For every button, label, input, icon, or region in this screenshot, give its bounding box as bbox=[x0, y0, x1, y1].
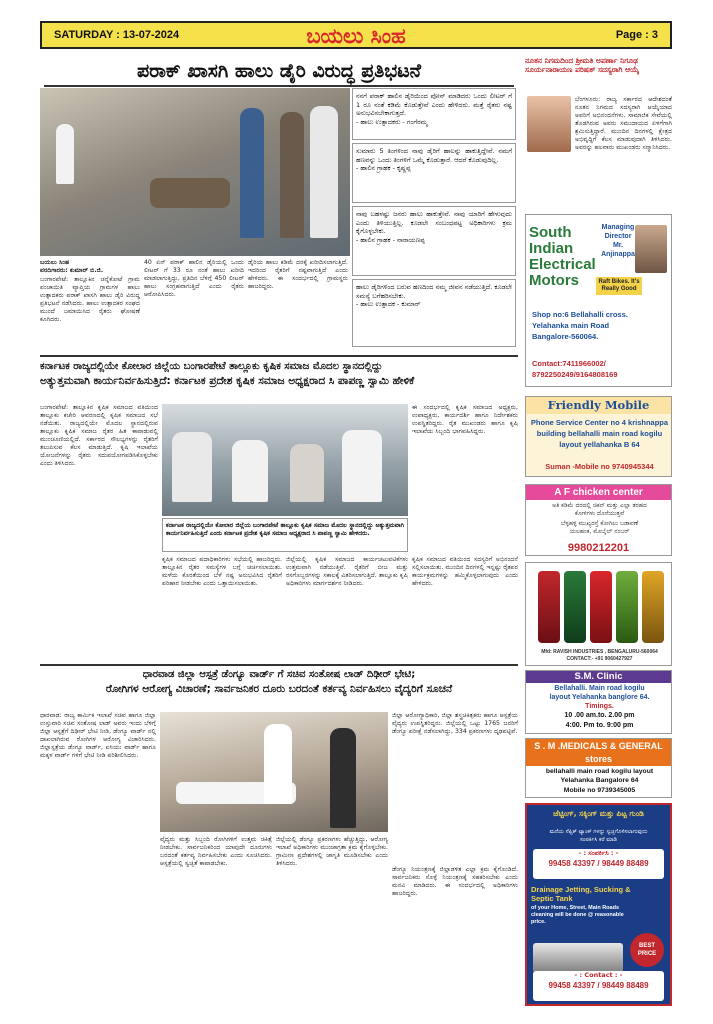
story1-quote-2: ಸುಮಾರು 5 ತಿಂಗಳಿಂದ ನಾವು ಡೈರಿಗೆ ಹಾಲನ್ನು ಹಾಕುತ್ತಿದ್ದೇವೆ. ನಮಗೆ ಹಣವನ್ನು ಒಂದು ತಿಂಗಳಿಗೆ ಒಮ್ಮೆ ಕೊಡುತ್ತಾರೆ. ಆದರೆ ಕೊಡುವುದಿಲ್ಲ. - ಹಾಲಿನ ಗ್ರಾಹಕ - ಕೃಷ್ಣಪ್ಪ bbox=[352, 143, 516, 203]
ad-af-line: ಅತಿ ಕಡಿಮೆ ದರದಲ್ಲಿ ಚಿಕನ್ ಮತ್ತು ಎಲ್ಲಾ ತರಹದ bbox=[552, 502, 647, 509]
ad-sm-title: S.M. Clinic bbox=[526, 671, 671, 683]
product-bottle-icon bbox=[642, 571, 664, 643]
story2-col-1: ಬಂಗಾರಪೇಟೆ: ತಾಲ್ಲೂಕಿನ ಕೃಷಿಕ ಸಮಾಜದ ವತಿಯಿಂದ ತಾಲ್ಲೂಕು ಕಚೇರಿ ಆವರಣದಲ್ಲಿ ಕೃಷಿಕ ಸಮಾಜದ ಸಭೆ ನಡೆಯಿತು. ರಾಜ್ಯದಲ್ಲಿಯೇ ಮೊದಲ ಸ್ಥಾನದಲ್ಲಿರುವ ತಾಲ್ಲೂಕು ಕೃಷಿಕ ಸಮಾಜ ರೈತರ ಹಿತ ಕಾಪಾಡುವಲ್ಲಿ ಮುಂಚೂಣಿಯಲ್ಲಿದೆ. ಸರ್ಕಾರದ ಸೌಲಭ್ಯಗಳನ್ನು ರೈತರಿಗೆ ತಲುಪಿಸುವ ಕೆಲಸ ಮಾಡುತ್ತಿದೆ. ಕೃಷಿ ಇಲಾಖೆಯ ಯೋಜನೆಗಳನ್ನು ರೈತರು ಸದುಪಯೋಗಪಡಿಸಿಕೊಳ್ಳಬೇಕು ಎಂದು ತಿಳಿಸಿದರು. bbox=[40, 404, 158, 467]
story2-kicker: ಕರ್ನಾಟಕ ರಾಜ್ಯದಲ್ಲಿಯೇ ಕೋಲಾರ ಜಿಲ್ಲೆಯ ಬಂಗಾರಪೇಟೆ ತಾಲ್ಲೂಕು ಕೃಷಿಕ ಸಮಾಜ ಮೊದಲ ಸ್ಥಾನದಲ್ಲಿದ್ದು bbox=[40, 361, 383, 372]
side-story-title: ನೂತನ ನಿಗಮದಿಂದ ಶ್ರೀಮತಿ ಅಪರ್ಣಾ ನಿಗೂಢ ಸೂರ್ಯನಾರಾಯಣ ಪರಿಷತ್ ಸದಸ್ಯರಾಗಿ ಆಯ್ಕೆ bbox=[525, 56, 640, 74]
ad-af-chicken[interactable] bbox=[525, 484, 672, 556]
product-bottle-icon bbox=[616, 571, 638, 643]
story2-col-4: ಈ ಸಂದರ್ಭದಲ್ಲಿ ಕೃಷಿಕ ಸಮಾಜದ ಅಧ್ಯಕ್ಷರು, ಉಪಾಧ್ಯಕ್ಷರು, ಕಾರ್ಯದರ್ಶಿ ಹಾಗೂ ನಿರ್ದೇಶಕರು ಉಪಸ್ಥಿತರಿದ್ದರು. ರೈತ ಮುಖಂಡರು ಹಾಗೂ ಕೃಷಿ ಇಲಾಖೆಯ ಸಿಬ್ಬಂದಿ ಭಾಗವಹಿಸಿದ್ದರು. bbox=[412, 404, 518, 435]
story1-quote-1: ನನಗೆ ಪರಾಕ್ ಹಾಲಿನ ಡೈರಿಯಿಂದ ಪೋನ್ ಮಾಡಿದರು ಒಂದು ಲೀಟರ್ ಗೆ 1 ರೂ ನಂತೆ ಕಡಿಮೆ ಕೊಡುತ್ತೇವೆ ಎಂದು ಹೇಳಿದರು. ಮತ್ತೆ ರೈತರು ನಷ್ಟ ಅನುಭವಿಸಬೇಕಾಗುತ್ತದೆ. - ಹಾಲು ಉತ್ಪಾದಕರು - ಗಂಗೆರಮ್ಮ bbox=[352, 88, 516, 140]
ad-sie-title: South Indian Electrical Motors bbox=[529, 224, 596, 289]
story3-col-5: ಡೆಂಗ್ಯೂ ನಿಯಂತ್ರಣಕ್ಕೆ ಜಿಲ್ಲಾಡಳಿತ ಎಲ್ಲಾ ಕ್ರಮ ಕೈಗೊಂಡಿದೆ. ಸಾರ್ವಜನಿಕರು ಸೊಳ್ಳೆ ನಿಯಂತ್ರಣಕ್ಕೆ ಸಹಕರಿಸಬೇಕು ಎಂದು ಮನವಿ ಮಾಡಿದರು. ಈ ಸಂದರ್ಭದಲ್ಲಿ ಅಧಿಕಾರಿಗಳು ಹಾಜರಿದ್ದರು. bbox=[392, 866, 518, 897]
ad-sie-address: Shop no:6 Bellahalli cross. Yelahanka main Road Bangalore-560064. bbox=[532, 310, 628, 341]
ad-ravish-footer: Mfd: RAVISH INDUSTRIES , BENGALURU-560064 CONTACT:- +91 9060427927 bbox=[541, 649, 658, 662]
ad-af-line: ಬೆಳ್ಳಹಳ್ಳಿ ಮುಖ್ಯರಸ್ತೆ ಕೋಗಿಲು ಬಡಾವಣೆ bbox=[560, 520, 639, 527]
story2-photo-caption: ಕರ್ನಾಟಕ ರಾಜ್ಯದಲ್ಲಿಯೇ ಕೋಲಾರ ಜಿಲ್ಲೆಯ ಬಂಗಾರಪೇಟೆ ತಾಲ್ಲೂಕು ಕೃಷಿಕ ಸಮಾಜ ಮೊದಲ ಸ್ಥಾನದಲ್ಲಿದ್ದು ಅತ್ಯುತ್ತಮವಾಗಿ ಕಾರ್ಯನಿರ್ವಹಿಸುತ್ತಿದೆ ಎಂದು ಕರ್ನಾಟಕ ಪ್ರದೇಶ ಕೃಷಿಕ ಸಮಾಜ ಅಧ್ಯಕ್ಷರಾದ ಸಿ ಪಾಪಣ್ಣ ಸ್ವಾಮಿ ಹೇಳಿದರು. bbox=[162, 518, 408, 552]
story1-body-2: 40 ಏನ್ ಪರಾಕ್ ಹಾಲಿನ ಡೈರಿಯಲ್ಲಿ ಒಂದು ಲೀಟರ್ ಗೆ 33 ರೂ ನಂತೆ ಹಾಲು ಖರೀದಿ ಮಾಡಲಾಗುತ್ತಿದ್ದು, ಪ್ರತಿದಿನ ಬೆಳಿಗ್ಗೆ 450 ಲೀಟರ್ ಹಾಲು ಸಂಗ್ರಹವಾಗುತ್ತಿದೆ ಎಂದು ರೈತರು ಆರೋಪಿಸಿದರು. bbox=[144, 259, 244, 298]
divider bbox=[40, 664, 518, 666]
story3-col-4: ಜಿಲ್ಲಾ ಆರೋಗ್ಯಾಧಿಕಾರಿ, ಜಿಲ್ಲಾ ಶಸ್ತ್ರಚಿಕಿತ್ಸಕರು ಹಾಗೂ ಆಸ್ಪತ್ರೆಯ ವೈದ್ಯರು ಉಪಸ್ಥಿತರಿದ್ದರು. ಜಿಲ್ಲೆಯಲ್ಲಿ ಒಟ್ಟು 1765 ಜನರಿಗೆ ಡೆಂಗ್ಯೂ ಪರೀಕ್ಷೆ ನಡೆಸಲಾಗಿದ್ದು, 334 ಪ್ರಕರಣಗಳು ದೃಢಪಟ್ಟಿವೆ. bbox=[392, 712, 518, 735]
truck-icon bbox=[533, 943, 623, 973]
story1-headline: ಪರಾಕ್ ಖಾಸಗಿ ಹಾಲು ಡೈರಿ ವಿರುದ್ಧ ಪ್ರತಿಭಟನೆ bbox=[44, 57, 514, 87]
story1-photo bbox=[40, 88, 350, 256]
story2-col-5: ಕೃಷಿಕ ಸಮಾಜದ ವತಿಯಿಂದ ಸದಸ್ಯರಿಗೆ ಅಭಿನಂದನೆ ಸಲ್ಲಿಸಲಾಯಿತು. ಮುಂದಿನ ದಿನಗಳಲ್ಲಿ ಇನ್ನಷ್ಟು ರೈತಪರ ಕಾರ್ಯಕ್ರಮಗಳನ್ನು ಹಮ್ಮಿಕೊಳ್ಳಲಾಗುವುದು ಎಂದು ಹೇಳಿದರು. bbox=[412, 556, 518, 587]
ad-jet-line: ಸಂಪರ್ಕಿಸಿ ಕರೆ ಮಾಡಿ bbox=[580, 837, 617, 843]
story3-headline: ರೋಗಿಗಳ ಆರೋಗ್ಯ ವಿಚಾರಣೆ; ಸಾರ್ವಜನಿಕರ ದೂರು ಬರದಂತೆ ಕರ್ತವ್ಯ ನಿರ್ವಹಿಸಲು ವೈದ್ಯರಿಗೆ ಸೂಚನೆ bbox=[105, 683, 453, 695]
ad-jet-contact-2: - : Contact : - 99458 43397 / 98449 88489 bbox=[533, 971, 664, 1001]
ad-af-line: ಯಲಹಂಕ, ಮೊಬೈಲ್ ನಂಬರ್ bbox=[569, 528, 630, 535]
ad-sm-timings-label: Timings. bbox=[585, 703, 614, 710]
story1-body-3: ಡೈರಿಯ ಹಾಲು ಕಡಿಮೆ ದರಕ್ಕೆ ಖರೀದಿಸಲಾಗುತ್ತಿದೆ. ಇದರಿಂದ ರೈತರಿಗೆ ನಷ್ಟವಾಗುತ್ತಿದೆ ಎಂದು ಹೇಳಿದರು. ಈ ಸಂದರ್ಭದಲ್ಲಿ ಗ್ರಾಮಸ್ಥರು ಹಾಜರಿದ್ದರು. bbox=[248, 259, 348, 290]
story3-photo bbox=[160, 712, 388, 832]
ad-sie-contact: Contact:7411966002/ 8792250249/9164808169 bbox=[532, 359, 618, 379]
ad-smm-title: S . M .MEDICALS & GENERAL stores bbox=[526, 739, 671, 766]
ad-fm-phone: Suman -Mobile no 9740945344 bbox=[545, 462, 654, 471]
story3-kicker: ಧಾರವಾಡ ಜಿಲ್ಲಾ ಆಸ್ಪತ್ರೆ ಡೆಂಗ್ಯೂ ವಾರ್ಡ್ ಗೆ ಸಚಿವ ಸಂತೋಷ ಲಾಡ್ ದಿಢೀರ್ ಭೇಟಿ; bbox=[142, 669, 416, 680]
issue-date: SATURDAY : 13-07-2024 bbox=[54, 29, 180, 41]
ad-smm-line: Yelahanka Bangalore 64 bbox=[560, 777, 639, 784]
divider bbox=[40, 355, 518, 357]
ad-jet-drain: Drainage Jetting, Sucking & Septic Tank bbox=[531, 885, 631, 903]
ad-sm-line: layout Yelahanka banglore 64. bbox=[549, 694, 650, 701]
ad-fm-title: Friendly Mobile bbox=[526, 397, 671, 414]
story2-headline: ಅತ್ಯುತ್ತಮವಾಗಿ ಕಾರ್ಯನಿರ್ವಹಿಸುತ್ತಿದೆ: ಕರ್ನಾಟಕ ಪ್ರದೇಶ ಕೃಷಿಕ ಸಮಾಜ ಅಧ್ಯಕ್ಷರಾದ ಸಿ ಪಾಪಣ್ಣ ಸ್ವಾಮಿ ಹೇಳಿಕೆ bbox=[40, 375, 415, 387]
ad-sie-portrait bbox=[635, 225, 667, 273]
page-number: Page : 3 bbox=[615, 29, 658, 41]
story2-col-3: ಜಿಲ್ಲೆಯಲ್ಲಿ ಕೃಷಿಕ ಸಮಾಜದ ಕಾರ್ಯಚಟುವಟಿಕೆಗಳು ಉತ್ತಮವಾಗಿ ನಡೆಯುತ್ತಿವೆ. ರೈತರಿಗೆ ಬೀಜ ಮತ್ತು ರಸಗೊಬ್ಬರಗಳನ್ನು ಸಕಾಲಕ್ಕೆ ವಿತರಿಸಲಾಗುತ್ತಿದೆ. ತಾಲ್ಲೂಕು ಕೃಷಿ ಅಧಿಕಾರಿಗಳು ಮಾರ್ಗದರ್ಶನ ನೀಡಿದರು. bbox=[286, 556, 408, 587]
ad-drainage-jetting[interactable] bbox=[525, 803, 672, 1006]
story2-photo bbox=[162, 404, 408, 516]
ad-south-indian-electrical[interactable] bbox=[525, 214, 672, 387]
ad-sie-md: Managing Director Mr. Anjinappa bbox=[601, 224, 635, 258]
ad-ravish-industries[interactable] bbox=[525, 562, 672, 666]
product-bottle-icon bbox=[564, 571, 586, 643]
story2-col-2: ಕೃಷಿಕ ಸಮಾಜದ ಪದಾಧಿಕಾರಿಗಳು ಸಭೆಯಲ್ಲಿ ಹಾಜರಿದ್ದರು. ತಾಲ್ಲೂಕಿನ ರೈತರ ಸಮಸ್ಯೆಗಳ ಬಗ್ಗೆ ಚರ್ಚಿಸಲಾಯಿತು. ಮಳೆಯ ಕೊರತೆಯಿಂದ ಬೆಳೆ ನಷ್ಟ ಅನುಭವಿಸಿದ ರೈತರಿಗೆ ಪರಿಹಾರ ನೀಡಬೇಕು ಎಂದು ಒತ್ತಾಯಿಸಲಾಯಿತು. bbox=[162, 556, 282, 587]
masthead bbox=[40, 21, 672, 49]
ad-sm-medicals[interactable] bbox=[525, 738, 672, 798]
ad-fm-body: Phone Service Center no 4 krishnappa building bellahalli main road kogilu layout yellahanka B 64 bbox=[530, 418, 669, 449]
story1-quote-4: ಹಾಲು ಡೈರಿಗಳಿಂದ ಬರುವ ಹಣದಿಂದ ನಮ್ಮ ಜೀವನ ನಡೆಯುತ್ತಿದೆ. ಕೂಡಲೇ ಸಮಸ್ಯೆ ಬಗೆಹರಿಸಬೇಕು. - ಹಾಲು ಉತ್ಪಾದಕ - ಕುಮಾರ್ bbox=[352, 279, 516, 347]
story3-col-3: ಜಿಲ್ಲೆಯಲ್ಲಿ ಡೆಂಗ್ಯೂ ಪ್ರಕರಣಗಳು ಹೆಚ್ಚುತ್ತಿದ್ದು, ಆರೋಗ್ಯ ಇಲಾಖೆ ಅಧಿಕಾರಿಗಳು ಮುಂಜಾಗ್ರತಾ ಕ್ರಮ ಕೈಗೊಳ್ಳಬೇಕು. ಗ್ರಾಮೀಣ ಪ್ರದೇಶಗಳಲ್ಲಿ ಜಾಗೃತಿ ಮೂಡಿಸಬೇಕು ಎಂದು ತಿಳಿಸಿದರು. bbox=[276, 836, 388, 867]
ad-jet-line: ಮನೆಯ ಸೆಪ್ಟಿಕ್ ಟ್ಯಾಂಕ್ ಗಳನ್ನು ಸ್ವಚ್ಛಗೊಳಿಸಲಾಗುವುದು bbox=[549, 829, 648, 835]
ad-sm-line: Bellahalli. Main road kogilu bbox=[554, 685, 645, 692]
ad-sm-timing: 10 .00 am.to. 2.00 pm bbox=[564, 712, 635, 719]
ad-jet-contact: - : ಸಂಪರ್ಕಿಸಿ : - 99458 43397 / 98449 88489 bbox=[533, 849, 664, 879]
ad-sm-timing: 4:00. Pm to. 9:00 pm bbox=[565, 722, 634, 729]
best-price-badge: BEST PRICE bbox=[630, 933, 664, 967]
ad-sm-clinic[interactable] bbox=[525, 670, 672, 734]
side-story-body: ಬೆಂಗಳೂರು: ರಾಜ್ಯ ಸರ್ಕಾರದ ಆದೇಶದಂತೆ ನೂತನ ನಿಗಮದ ಸದಸ್ಯರಾಗಿ ಆಯ್ಕೆಯಾದ ಅವರಿಗೆ ಅಭಿನಂದನೆಗಳು. ಸಾಮಾಜಿಕ ಸೇವೆಯಲ್ಲಿ ತೊಡಗಿರುವ ಅವರು ಸಮುದಾಯದ ಏಳಿಗೆಗಾಗಿ ಶ್ರಮಿಸುತ್ತಿದ್ದಾರೆ. ಮುಂದಿನ ದಿನಗಳಲ್ಲಿ ಕ್ಷೇತ್ರದ ಅಭಿವೃದ್ಧಿಗೆ ಕೆಲಸ ಮಾಡುವುದಾಗಿ ತಿಳಿಸಿದರು. ಅವರನ್ನು ಹಲವಾರು ಮುಖಂಡರು ಸನ್ಮಾನಿಸಿದರು. bbox=[575, 96, 672, 151]
ad-jet-drain-sub: of your Home, Street, Main Roads cleaning will be done @ reasonable price. bbox=[531, 905, 624, 925]
ad-af-line: ಕೋಳಿಗಳು ದೊರೆಯುತ್ತವೆ bbox=[574, 510, 625, 517]
ad-smm-line: Mobile no 9739345005 bbox=[563, 787, 636, 794]
story1-byline: ಬಯಲು ಸಿಂಹ ವರದಿಗಾರರು: ಕುಮಾರ್ ಬಿ.ಜಿ. bbox=[40, 259, 104, 274]
story1-quote-3: ನಾವು ಬಹಳಷ್ಟು ಜನರು ಹಾಲು ಹಾಕುತ್ತೇವೆ. ನಾವು ಯಾರಿಗೆ ಹೇಳುವುದು ಎಂದು ತಿಳಿಯುತ್ತಿಲ್ಲ. ಕೂಡಲೇ ಸಂಬಂಧಪಟ್ಟ ಅಧಿಕಾರಿಗಳು ಕ್ರಮ ಕೈಗೊಳ್ಳಬೇಕು. - ಹಾಲಿನ ಗ್ರಾಹಕ - ನಾರಾಯಣಪ್ಪ bbox=[352, 206, 516, 276]
ad-friendly-mobile[interactable] bbox=[525, 396, 672, 477]
product-bottle-icon bbox=[590, 571, 612, 643]
side-story-portrait bbox=[527, 96, 571, 152]
ad-sie-raft: Raft Bikes. It's Really Good bbox=[596, 277, 642, 295]
ad-af-title: A F chicken center bbox=[526, 485, 671, 500]
newspaper-title: ಬಯಲು ಸಿಂಹ bbox=[306, 24, 406, 48]
story3-col-1: ಧಾರವಾಡ: ರಾಜ್ಯ ಕಾರ್ಮಿಕ ಇಲಾಖೆ ಸಚಿವ ಹಾಗೂ ಜಿಲ್ಲಾ ಉಸ್ತುವಾರಿ ಸಚಿವ ಸಂತೋಷ ಲಾಡ್ ಅವರು ಇಂದು ಬೆಳಿಗ್ಗೆ ಜಿಲ್ಲಾ ಆಸ್ಪತ್ರೆಗೆ ದಿಢೀರ್ ಭೇಟಿ ನೀಡಿ, ಡೆಂಗ್ಯೂ ವಾರ್ಡ್ ನಲ್ಲಿ ದಾಖಲಾಗಿರುವ ರೋಗಿಗಳ ಆರೋಗ್ಯ ವಿಚಾರಿಸಿದರು. ಜಿಲ್ಲಾಸ್ಪತ್ರೆಯ ಡೆಂಗ್ಯೂ ವಾರ್ಡ್, ಐಸಿಯು ವಾರ್ಡ್ ಹಾಗೂ ಮಕ್ಕಳ ವಾರ್ಡ್ ಗಳಿಗೆ ಭೇಟಿ ನೀಡಿ ಪರಿಶೀಲಿಸಿದರು. bbox=[40, 712, 156, 759]
ad-jet-title: ಜೆಟ್ಟಿಂಗ್, ಸಕ್ಕಿಂಗ್ ಮತ್ತು ಪಿಟ್ಟ ಗುಂಡಿ bbox=[553, 809, 644, 818]
product-bottle-icon bbox=[538, 571, 560, 643]
ad-af-number: 9980212201 bbox=[567, 542, 630, 554]
story1-body-1: ಬಂಗಾರಪೇಟೆ: ತಾಲ್ಲೂಕಿನ ಚನ್ನೆಕೋಟೆ ಗ್ರಾಮ ಪಂಚಾಯಿತಿ ವ್ಯಾಪ್ತಿಯ ಗ್ರಾಮಗಳ ಹಾಲು ಉತ್ಪಾದಕರು ಪರಾಕ್ ಖಾಸಗಿ ಹಾಲು ಡೈರಿ ವಿರುದ್ಧ ಪ್ರತಿಭಟನೆ ನಡೆಸಿದರು. ಹಾಲು ಉತ್ಪಾದಕರ ಸಂಘದ ಮುಂದೆ ಜಮಾಯಿಸಿದ ರೈತರು ಘೋಷಣೆ ಕೂಗಿದರು. bbox=[40, 276, 140, 323]
ad-smm-line: bellahalli main road kogilu layout bbox=[545, 768, 654, 775]
story3-col-2: ವೈದ್ಯರು ಮತ್ತು ಸಿಬ್ಬಂದಿ ರೋಗಿಗಳಿಗೆ ಉತ್ತಮ ಚಿಕಿತ್ಸೆ ನೀಡಬೇಕು. ಸಾರ್ವಜನಿಕರಿಂದ ಯಾವುದೇ ದೂರುಗಳು ಬರದಂತೆ ಕರ್ತವ್ಯ ನಿರ್ವಹಿಸಬೇಕು ಎಂದು ಸೂಚಿಸಿದರು. ಆಸ್ಪತ್ರೆಯಲ್ಲಿ ಸ್ವಚ್ಛತೆ ಕಾಪಾಡಬೇಕು. bbox=[160, 836, 272, 867]
